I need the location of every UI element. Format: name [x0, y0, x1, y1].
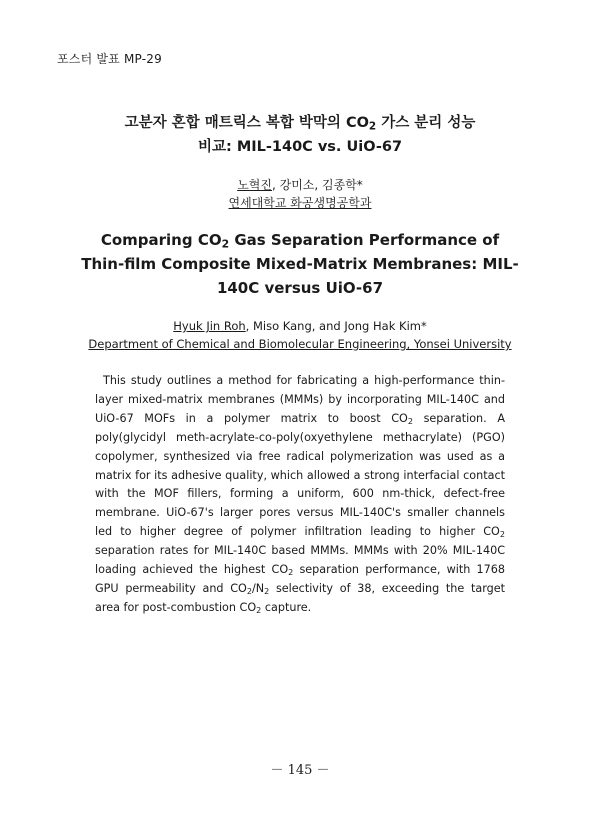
subscript: 2	[256, 605, 262, 615]
abstract-text: /N	[251, 581, 265, 595]
abstract-body	[95, 372, 505, 618]
abstract-text: separation performance, with 1768 GPU permeability and CO	[95, 563, 505, 595]
session-label: 포스터 발표 MP-29	[57, 52, 162, 66]
korean-affiliation: 연세대학교 화공생명공학과	[228, 196, 372, 210]
korean-author-list	[0, 176, 600, 194]
abstract-text: capture.	[261, 600, 312, 614]
subscript: 2	[264, 586, 270, 596]
abstract-text: separation. A poly(glycidyl meth-acrylate-co-poly(oxyethylene methacrylate) (PGO) copolymer, synthesized via free radical polymerization was used as a matrix for its adhesive quality, which allowed a strong interfacial contact with the MOF fillers, forming a uniform, 600 nm-thick, defect-free membrane. UiO-67's larger pores versus MIL-140C's smaller channels led to higher degree of polymer infiltration leading to higher CO	[95, 411, 505, 539]
english-title-text: Gas Separation Performance of Thin-film Composite Mixed-Matrix Membranes: MIL-140C versus UiO-67	[81, 231, 519, 297]
korean-authors	[0, 176, 600, 212]
subscript: 2	[288, 568, 294, 578]
subscript: 2	[221, 237, 230, 251]
abstract-text: This study outlines a method for fabricating a high-performance thin-layer mixed-matrix membranes (MMMs) by incorporating MIL-140C and UiO-67 MOFs in a polymer matrix to boost CO	[95, 374, 505, 425]
presenting-author-english: Hyuk Jin Roh	[173, 319, 246, 333]
co-authors-korean: , 강미소, 김종학*	[271, 178, 363, 192]
english-authors	[80, 317, 520, 353]
english-affiliation: Department of Chemical and Biomolecular Engineering, Yonsei University	[88, 337, 512, 351]
korean-title	[0, 111, 600, 159]
subscript: 2	[499, 530, 505, 540]
english-title	[80, 228, 520, 300]
korean-title-line1	[0, 111, 600, 135]
subscript: 2	[368, 120, 377, 133]
korean-title-text: 고분자 혼합 매트릭스 복합 박막의 CO	[124, 115, 369, 131]
subscript: 2	[407, 416, 413, 426]
abstract-text: separation rates for MIL-140C based MMMs. MMMs with 20% MIL-140C loading achieved the highest CO	[95, 544, 505, 577]
abstract-text: selectivity of 38, exceeding the target area for post-combustion CO	[95, 581, 505, 614]
co-authors-english: , Miso Kang, and Jong Hak Kim*	[245, 319, 427, 333]
english-author-list	[80, 317, 520, 335]
presenting-author-korean: 노혁진	[237, 178, 272, 192]
korean-title-line2: 비교: MIL-140C vs. UiO-67	[197, 139, 403, 155]
page-number: － 145 －	[270, 763, 330, 778]
subscript: 2	[246, 586, 252, 596]
english-title-text: Comparing CO	[100, 231, 222, 249]
korean-title-text: 가스 분리 성능	[376, 115, 476, 131]
